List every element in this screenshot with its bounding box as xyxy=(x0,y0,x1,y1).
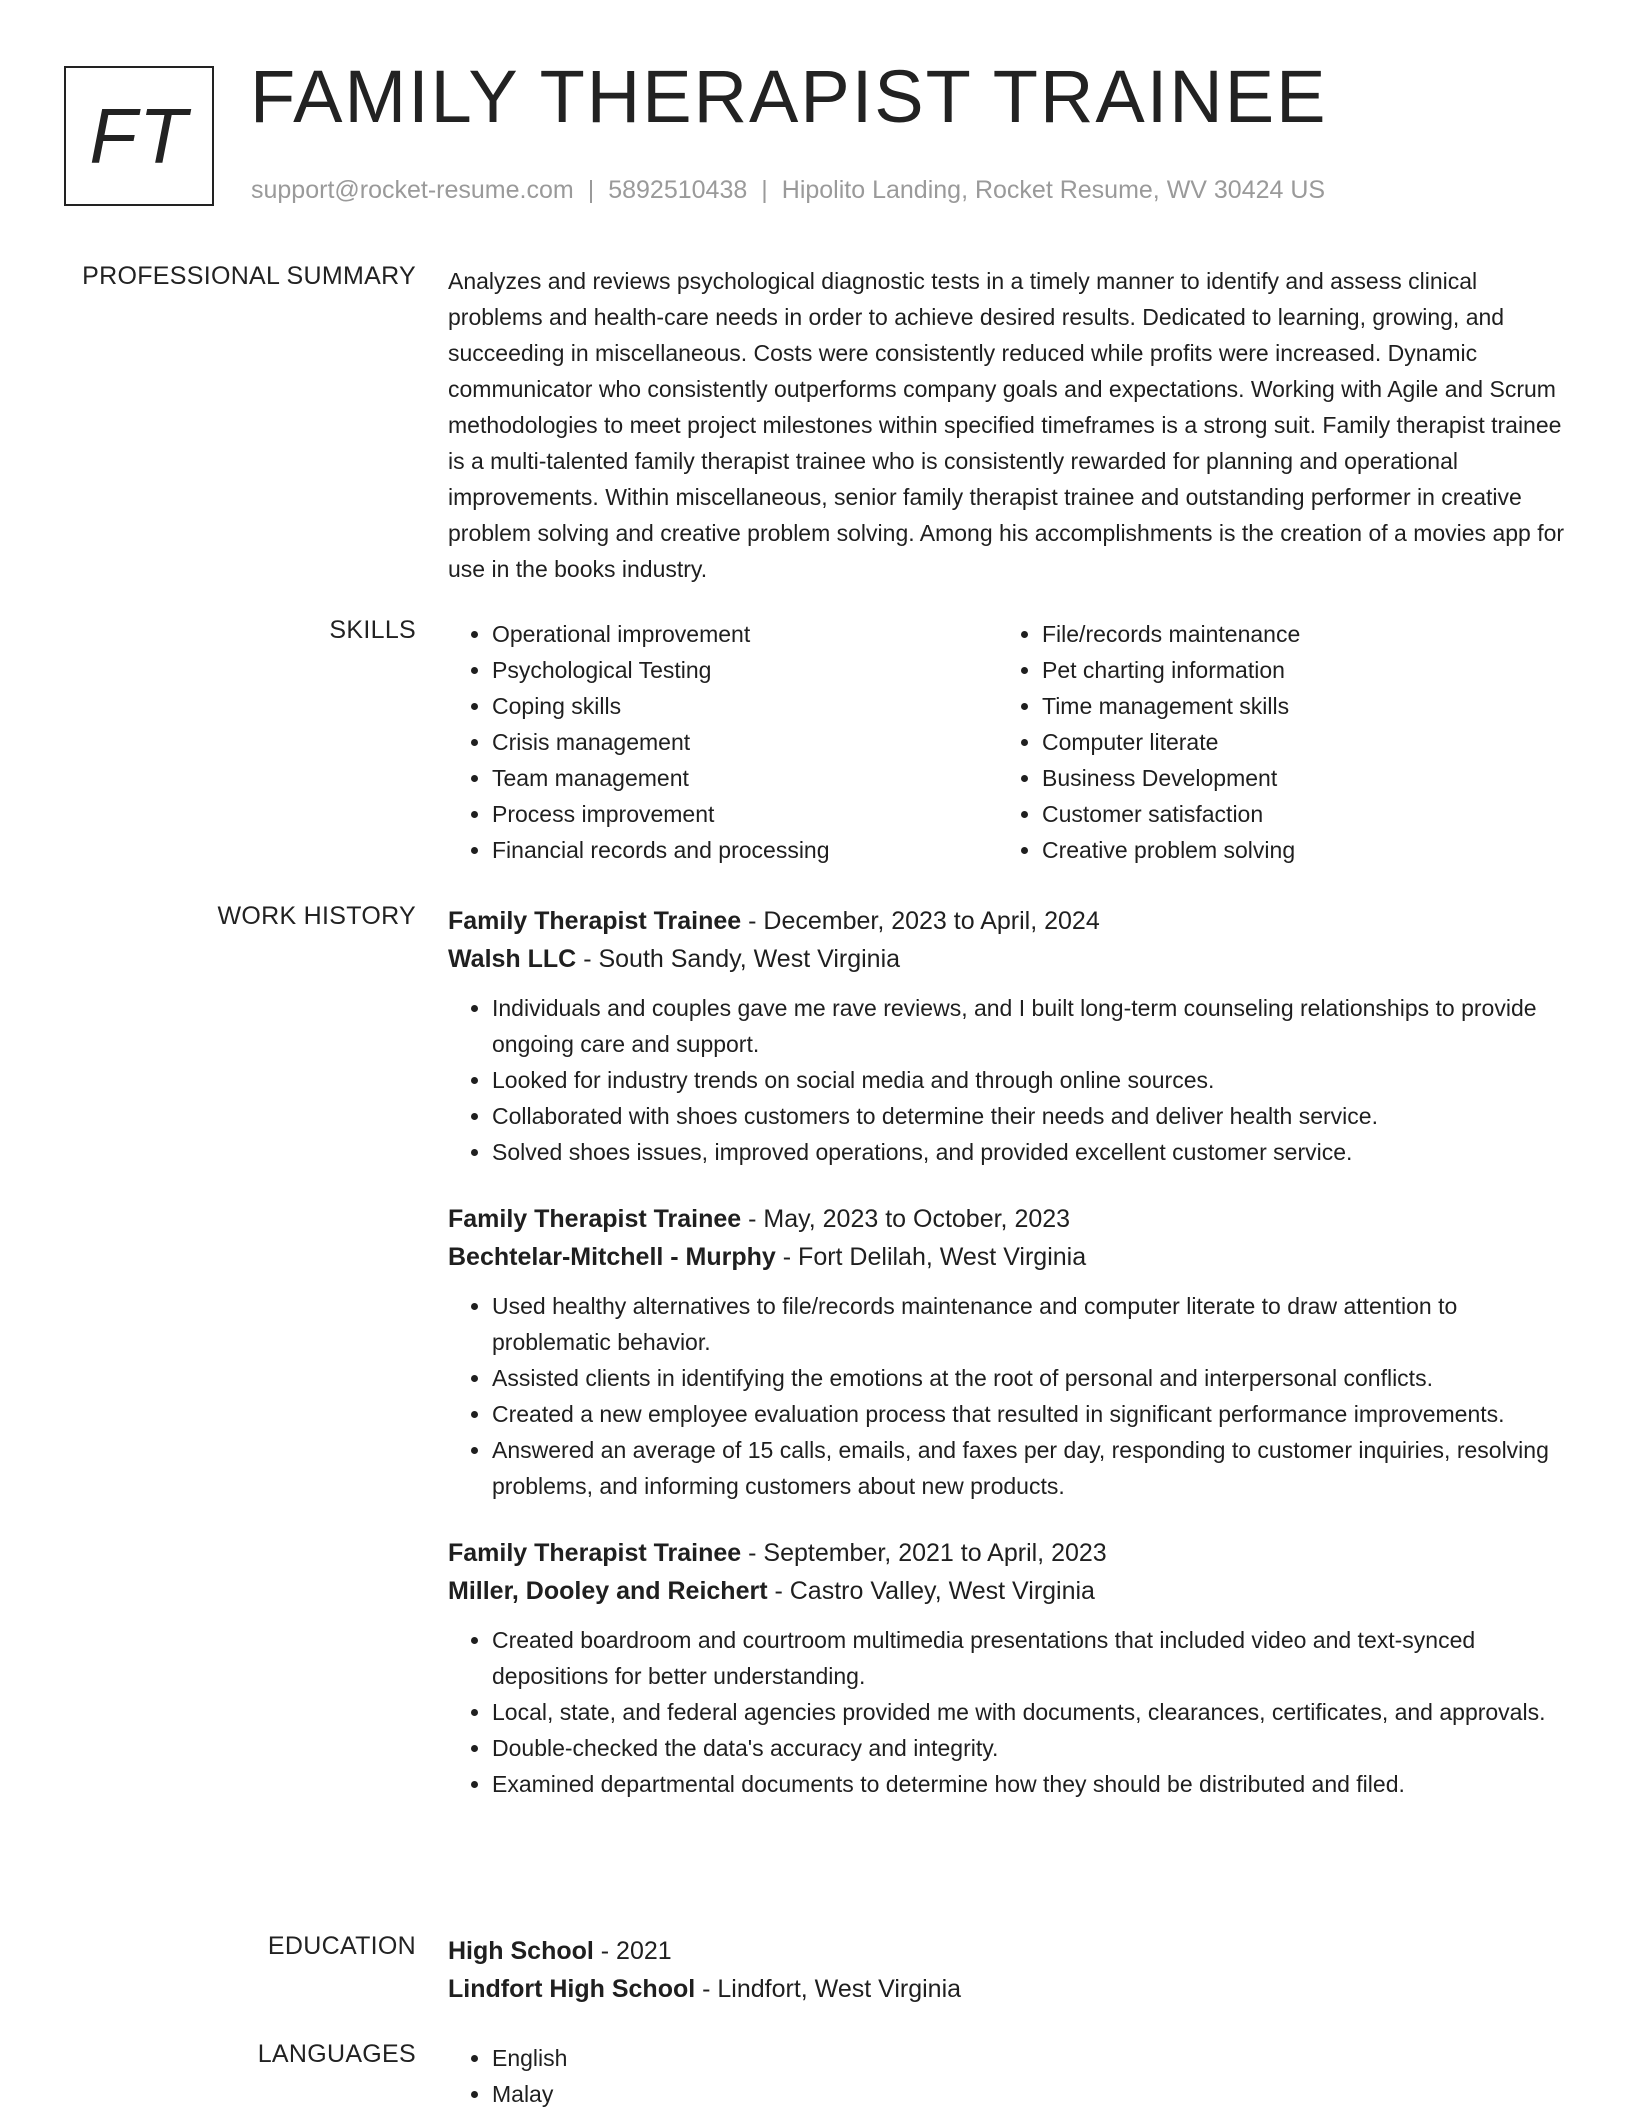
job-bullet: • Created a new employee evaluation process that resulted in significant performance improvements. xyxy=(492,1396,1568,1432)
job-location: - Castro Valley, West Virginia xyxy=(767,1577,1095,1605)
section-label-summary: PROFESSIONAL SUMMARY xyxy=(82,262,416,290)
skill-item: • Team management xyxy=(492,760,998,796)
section-label-skills: SKILLS xyxy=(329,616,416,644)
education-year: - 2021 xyxy=(593,1937,672,1965)
language-item: • English xyxy=(492,2040,1568,2076)
skill-item: • Pet charting information xyxy=(1042,652,1548,688)
education-degree-line xyxy=(448,1932,1568,1970)
contact-address: Hipolito Landing, Rocket Resume, WV 30424 US xyxy=(781,176,1326,204)
job-company: Bechtelar-Mitchell - Murphy xyxy=(448,1243,776,1271)
section-label-work: WORK HISTORY xyxy=(217,902,416,930)
job-title-line xyxy=(448,1534,1568,1572)
job-dates: - May, 2023 to October, 2023 xyxy=(741,1205,1071,1233)
job-title: Family Therapist Trainee xyxy=(448,1539,742,1567)
education-school-line xyxy=(448,1970,1568,2008)
job-location: - South Sandy, West Virginia xyxy=(576,945,901,973)
job-bullet: • Answered an average of 15 calls, emails, and faxes per day, responding to customer inquiries, resolving problems, and informing customers about new products. xyxy=(492,1432,1568,1504)
skill-item: • Crisis management xyxy=(492,724,998,760)
job-bullet: • Used healthy alternatives to file/records maintenance and computer literate to draw attention to problematic behavior. xyxy=(492,1288,1568,1360)
summary-text: Analyzes and reviews psychological diagnostic tests in a timely manner to identify and assess clinical problems and health-care needs in order to achieve desired results. Dedicated to learning, growing, and succeeding in miscellaneous. Costs were consistently reduced while profits were increased. Dynamic communicator who consistently outperforms company goals and expectations. Working with Agile and Scrum methodologies to meet project milestones within specified timeframes is a strong suit. Family therapist trainee is a multi-talented family therapist trainee who is consistently rewarded for planning and operational improvements. Within miscellaneous, senior family therapist trainee and outstanding performer in creative problem solving and creative problem solving. Among his accomplishments is the creation of a movies app for use in the books industry. xyxy=(448,268,1565,582)
skill-item: • Customer satisfaction xyxy=(1042,796,1548,832)
job-title-line xyxy=(448,1200,1568,1238)
education-school: Lindfort High School xyxy=(448,1975,696,2003)
languages-list xyxy=(448,2040,1568,2112)
skill-item: • Time management skills xyxy=(1042,688,1548,724)
education-degree: High School xyxy=(448,1937,594,1965)
job-bullets xyxy=(448,1622,1568,1802)
section-label-education: EDUCATION xyxy=(267,1932,416,1960)
job-location: - Fort Delilah, West Virginia xyxy=(775,1243,1087,1271)
skill-item: • Coping skills xyxy=(492,688,998,724)
job-title-line xyxy=(448,902,1568,940)
job-bullets xyxy=(448,990,1568,1170)
job-entry xyxy=(448,902,1568,1170)
skill-item: • Operational improvement xyxy=(492,616,998,652)
monogram-logo xyxy=(64,66,214,206)
skill-item: • Process improvement xyxy=(492,796,998,832)
job-dates: - December, 2023 to April, 2024 xyxy=(741,907,1100,935)
resume-name: FAMILY THERAPIST TRAINEE xyxy=(250,55,1328,138)
contact-phone[interactable]: 5892510438 xyxy=(608,176,748,204)
job-bullet: • Solved shoes issues, improved operations, and provided excellent customer service. xyxy=(492,1134,1568,1170)
job-bullet: • Created boardroom and courtroom multimedia presentations that included video and text-synced depositions for better understanding. xyxy=(492,1622,1568,1694)
skills-list-left xyxy=(448,616,998,868)
job-title: Family Therapist Trainee xyxy=(448,1205,742,1233)
skills-list-right xyxy=(998,616,1548,868)
job-title: Family Therapist Trainee xyxy=(448,907,742,935)
job-company-line xyxy=(448,940,1568,978)
skill-item: • Business Development xyxy=(1042,760,1548,796)
job-bullet: • Collaborated with shoes customers to determine their needs and deliver health service. xyxy=(492,1098,1568,1134)
skill-item: • Computer literate xyxy=(1042,724,1548,760)
skill-item: • Psychological Testing xyxy=(492,652,998,688)
skills-grid xyxy=(448,616,1568,868)
language-item: • Malay xyxy=(492,2076,1568,2112)
job-dates: - September, 2021 to April, 2023 xyxy=(741,1539,1107,1567)
job-bullet: • Double-checked the data's accuracy and integrity. xyxy=(492,1730,1568,1766)
job-company-line xyxy=(448,1572,1568,1610)
contact-line xyxy=(251,176,1325,205)
skill-item: • Financial records and processing xyxy=(492,832,998,868)
job-bullets xyxy=(448,1288,1568,1504)
job-company: Walsh LLC xyxy=(448,945,577,973)
job-bullet: • Local, state, and federal agencies provided me with documents, clearances, certificates, and approvals. xyxy=(492,1694,1568,1730)
contact-separator: | xyxy=(587,176,595,204)
section-label-languages: LANGUAGES xyxy=(257,2040,416,2068)
job-company-line xyxy=(448,1238,1568,1276)
contact-email[interactable]: support@rocket-resume.com xyxy=(251,176,574,204)
skill-item: • Creative problem solving xyxy=(1042,832,1548,868)
job-entry xyxy=(448,1200,1568,1504)
skill-item: • File/records maintenance xyxy=(1042,616,1548,652)
education-location: - Lindfort, West Virginia xyxy=(695,1975,962,2003)
job-bullet: • Individuals and couples gave me rave reviews, and I built long-term counseling relationships to provide ongoing care and support. xyxy=(492,990,1568,1062)
job-bullet: • Looked for industry trends on social media and through online sources. xyxy=(492,1062,1568,1098)
job-entry xyxy=(448,1534,1568,1802)
job-company: Miller, Dooley and Reichert xyxy=(448,1577,768,1605)
job-bullet: • Examined departmental documents to determine how they should be distributed and filed. xyxy=(492,1766,1568,1802)
monogram-text: FT xyxy=(89,91,189,180)
job-bullet: • Assisted clients in identifying the emotions at the root of personal and interpersonal conflicts. xyxy=(492,1360,1568,1396)
contact-separator: | xyxy=(761,176,768,204)
